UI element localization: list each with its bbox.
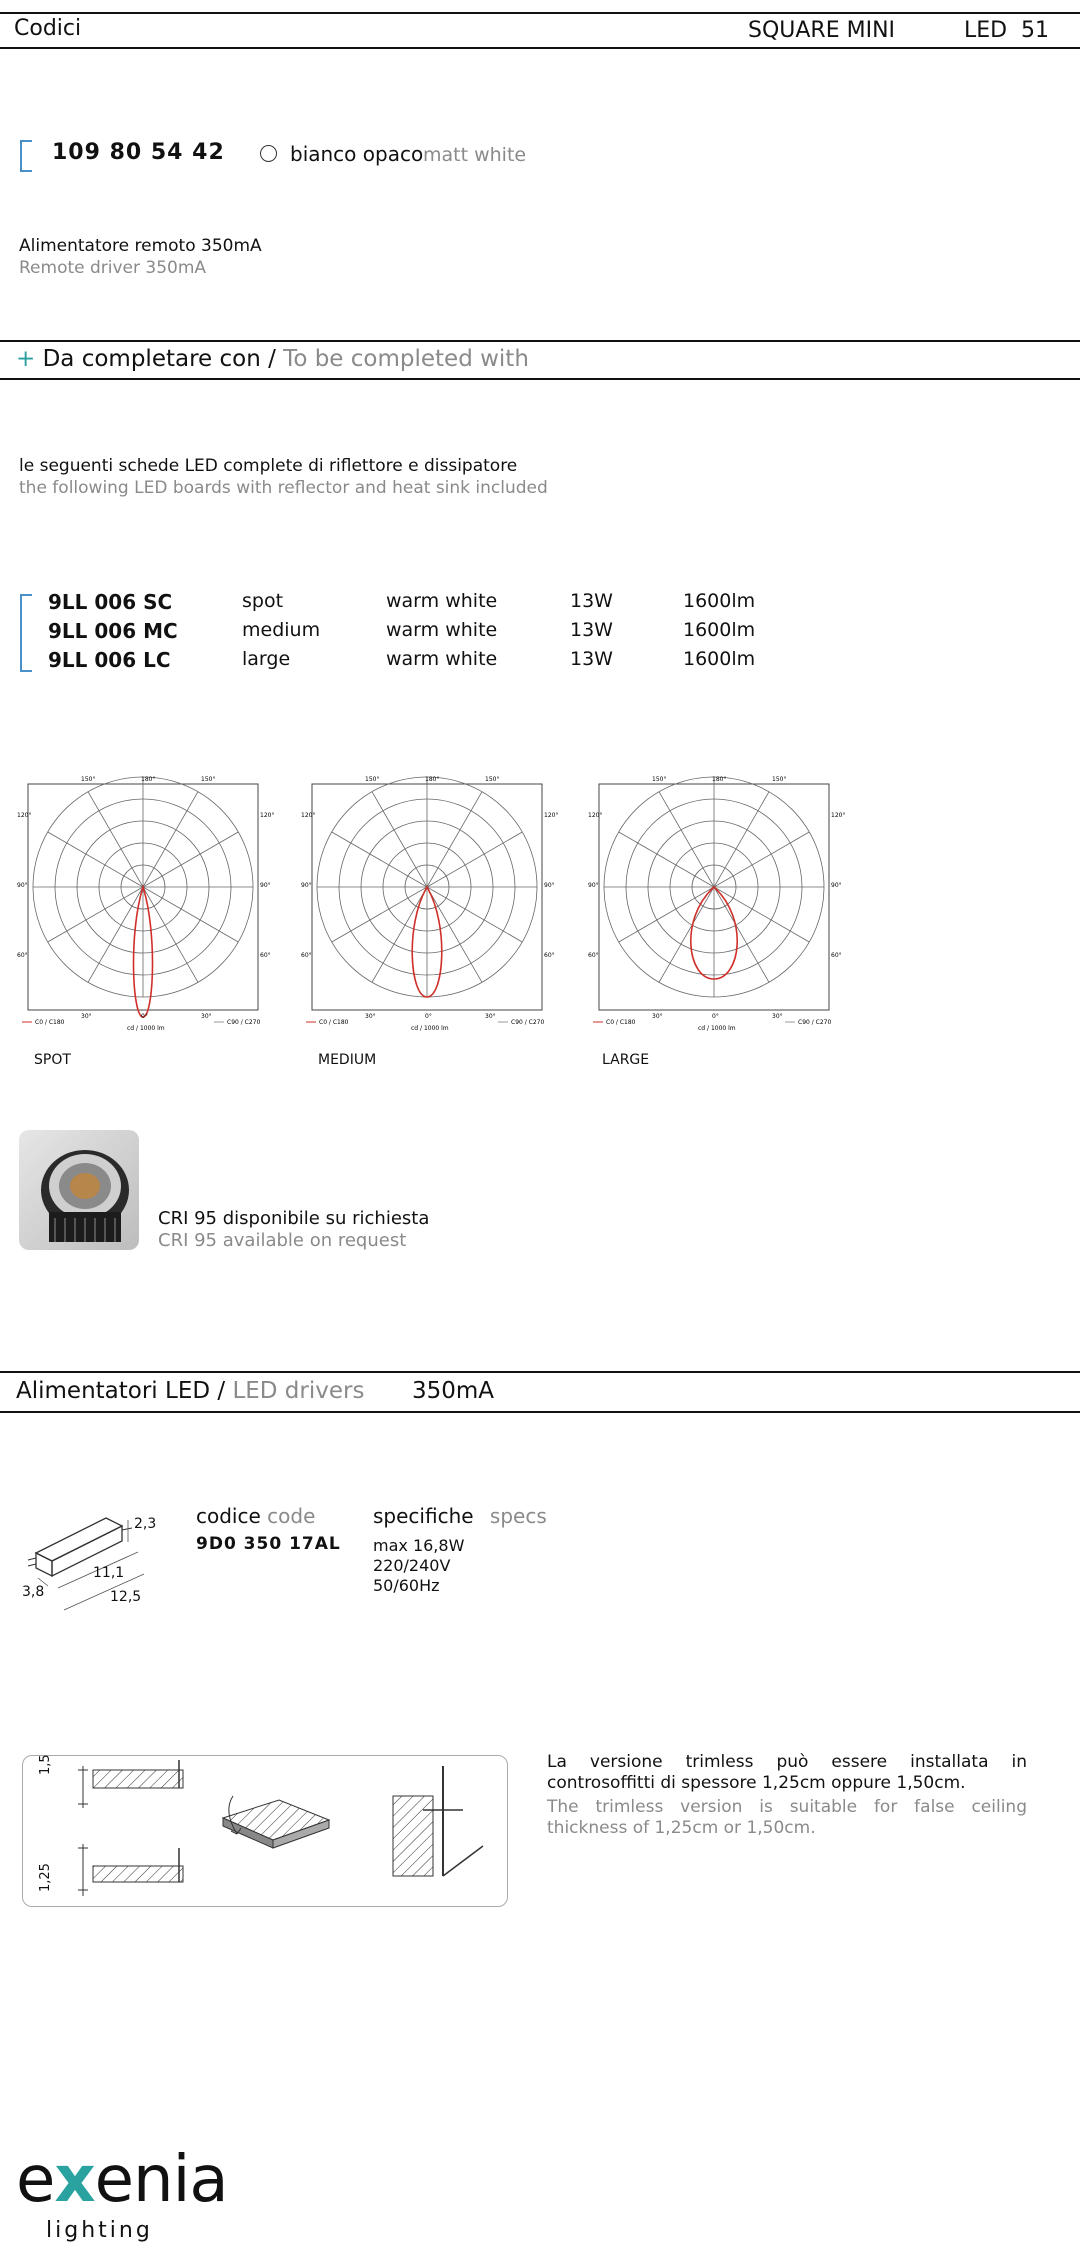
legend-label: C0 / C180 [35,1019,65,1026]
angle-label: 90° [544,882,555,889]
board-beam: medium [242,619,321,641]
unit-label: cd / 1000 lm [411,1025,449,1032]
angle-label: 90° [17,882,28,889]
header-top-rule [0,12,1080,14]
trimless-dim-a [38,1754,53,1775]
angle-label: 60° [831,952,842,959]
angle-label: 60° [260,952,271,959]
board-color: warm white [386,590,498,612]
spec-line: max 16,8W [373,1536,465,1555]
legend-label: C0 / C180 [606,1019,636,1026]
board-power: 13W [570,619,613,641]
polar-chart-medium [300,772,559,1036]
complete-heading [16,346,529,372]
board-power: 13W [570,648,613,670]
header-title: Codici [14,16,82,41]
board-beam: spot [242,590,284,612]
unit-label: cd / 1000 lm [127,1025,165,1032]
specs-label-en: specs [489,1504,547,1528]
legend-label: C0 / C180 [319,1019,349,1026]
angle-label: 60° [301,952,312,959]
board-beam: large [242,648,291,670]
trimless-drawing [23,1756,507,1906]
board-code: 9LL 006 LC [48,648,171,672]
led-module-photo [19,1130,139,1250]
brand-sub: lighting [46,2218,153,2243]
angle-label: 120° [260,812,275,819]
trimless-dim-b [38,1863,53,1892]
angle-label: 90° [301,882,312,889]
angle-label: 90° [260,882,271,889]
plus-icon: + [16,346,36,372]
logo-part-2: enia [94,2143,228,2217]
code-label-it: codice [196,1504,261,1528]
led-module-image [19,1130,139,1250]
trimless-dim-a-text: 1,5 [38,1754,53,1775]
complete-sep: / [268,346,276,372]
angle-label: 120° [831,812,846,819]
board-power: 13W [570,590,613,612]
angle-label: 60° [588,952,599,959]
header-product: SQUARE MINI [748,18,896,43]
angle-label: 120° [301,812,316,819]
polar-diagram [16,772,275,1032]
angle-label: 150° [485,776,500,783]
angle-label: 180° [425,776,440,783]
dim-l1: 11,1 [93,1565,125,1581]
angle-label: 0° [425,1013,432,1020]
finish-it: bianco opaco [290,142,424,166]
complete-desc-en: the following LED boards with reflector and heat sink included [19,478,548,498]
main-code: 109 80 54 42 [52,140,225,165]
angle-label: 30° [772,1013,783,1020]
angle-label: 120° [544,812,559,819]
dim-h: 2,3 [134,1516,157,1532]
spec-line: 50/60Hz [373,1576,440,1595]
trimless-drawing-frame [22,1755,508,1907]
complete-bottom-rule [0,378,1080,380]
angle-label: 30° [201,1013,212,1020]
driver-code: 9D0 350 17AL [196,1534,341,1554]
board-flux: 1600lm [683,648,756,670]
cri-note-it: CRI 95 disponibile su richiesta [158,1208,430,1229]
angle-label: 150° [365,776,380,783]
angle-label: 30° [365,1013,376,1020]
brand-logo [16,2143,228,2217]
header-bottom-rule [0,47,1080,49]
drivers-bottom-rule [0,1411,1080,1413]
complete-top-rule [0,340,1080,342]
polar-label-spot: SPOT [34,1052,71,1068]
header-led: LED [964,18,1008,43]
board-flux: 1600lm [683,619,756,641]
trimless-text-it: La versione trimless può essere installata in controsoffitti di spessore 1,25cm oppure 1,50cm. [547,1752,1027,1793]
table-row [0,619,1080,647]
angle-label: 60° [17,952,28,959]
board-color: warm white [386,619,498,641]
drivers-title-en: LED drivers [232,1378,365,1404]
angle-label: 150° [201,776,216,783]
angle-label: 0° [141,1013,148,1020]
drivers-heading [16,1378,364,1404]
angle-label: 30° [485,1013,496,1020]
driver-note-it: Alimentatore remoto 350mA [19,236,262,256]
board-code: 9LL 006 SC [48,590,173,614]
specs-label [373,1504,547,1528]
drivers-sep: / [217,1378,226,1404]
spec-line: 220/240V [373,1556,451,1575]
drivers-title-it: Alimentatori LED [16,1378,211,1404]
header-page-number: 51 [1021,18,1049,43]
drivers-top-rule [0,1371,1080,1373]
polar-label-medium: MEDIUM [318,1052,377,1068]
dim-w: 3,8 [22,1584,45,1600]
trimless-dim-b-text: 1,25 [38,1863,53,1892]
angle-label: 30° [81,1013,92,1020]
code-label [196,1504,315,1528]
angle-label: 150° [652,776,667,783]
angle-label: 150° [772,776,787,783]
driver-note-en: Remote driver 350mA [19,258,207,278]
specs-label-it: specifiche [373,1504,474,1528]
polar-diagram [300,772,559,1032]
trimless-text-en: The trimless version is suitable for false ceiling thickness of 1,25cm or 1,50cm. [547,1797,1027,1838]
angle-label: 180° [141,776,156,783]
polar-chart-large [587,772,846,1036]
table-row [0,590,1080,618]
angle-label: 0° [712,1013,719,1020]
dim-l2: 12,5 [110,1589,142,1605]
angle-label: 30° [652,1013,663,1020]
code-bracket [20,140,32,172]
legend-label: C90 / C270 [511,1019,545,1026]
complete-title-en: To be completed with [283,346,529,372]
unit-label: cd / 1000 lm [698,1025,736,1032]
angle-label: 120° [588,812,603,819]
finish-en: matt white [423,144,527,166]
board-code: 9LL 006 MC [48,619,178,643]
logo-part-1: e [16,2143,55,2217]
table-row [0,648,1080,676]
board-color: warm white [386,648,498,670]
legend-label: C90 / C270 [227,1019,261,1026]
led-boards-table [0,590,1080,680]
angle-label: 150° [81,776,96,783]
code-label-en: code [267,1504,316,1528]
angle-label: 90° [588,882,599,889]
board-flux: 1600lm [683,590,756,612]
drivers-current: 350mA [412,1378,495,1404]
polar-chart-spot [16,772,275,1036]
complete-desc-it: le seguenti schede LED complete di riflettore e dissipatore [19,456,518,476]
finish-swatch-icon [260,145,277,162]
complete-title-it: Da completare con [42,346,261,372]
angle-label: 90° [831,882,842,889]
logo-x: x [54,2143,95,2217]
cri-note-en: CRI 95 available on request [158,1230,407,1251]
angle-label: 60° [544,952,555,959]
angle-label: 120° [17,812,32,819]
driver-specs [373,1536,464,1596]
polar-label-large: LARGE [602,1052,650,1068]
angle-label: 180° [712,776,727,783]
polar-diagram [587,772,846,1032]
legend-label: C90 / C270 [798,1019,832,1026]
